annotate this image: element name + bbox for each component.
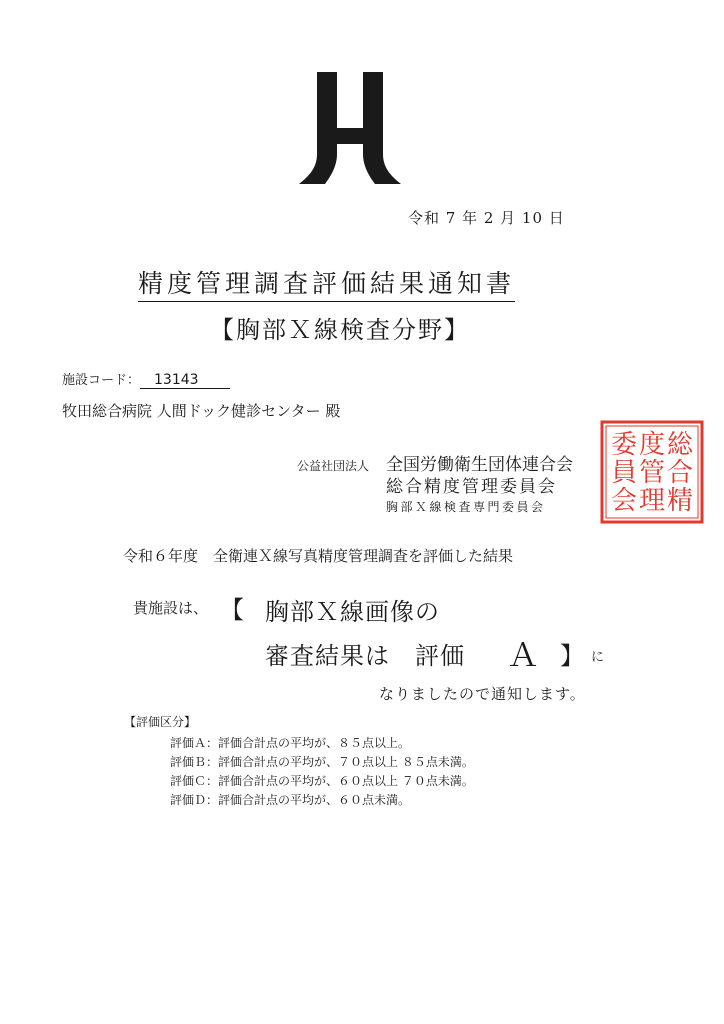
issuer-committee: 総合精度管理委員会 [386,477,557,497]
organization-logo [295,68,405,186]
seal-character: 精 [666,486,694,516]
seal-character: 管 [638,458,666,488]
seal-character: 会 [610,486,638,516]
result-bracket-open: 【 [220,596,244,624]
issue-date: 令和 7 年 2 月 10 日 [408,209,565,227]
issuer-subcommittee: 胸部Ｘ線検査専門委員会 [386,500,546,514]
facility-code-value: 13143 [140,372,230,389]
intro-statement: 令和６年度 全衛連Ｘ線写真精度管理調査を評価した結果 [123,547,514,565]
facility-code-label: 施設コード： [62,373,141,388]
result-line-1: 胸部Ｘ線画像の [265,598,440,626]
grade-legend [170,734,474,810]
seal-character: 委 [610,430,638,460]
legend-item: 評価Ｃ：評価合計点の平均が、６０点以上 ７０点未満。 [170,774,474,788]
legend-item: 評価Ｄ：評価合計点の平均が、６０点未満。 [170,793,411,807]
document-title: 精度管理調査評価結果通知書 [138,264,515,302]
result-line-2: 審査結果は 評価 [265,642,465,670]
result-suffix: に [591,650,605,665]
seal-character: 理 [638,486,666,516]
result-grade: Ａ [507,636,540,674]
legend-item: 評価Ａ：評価合計点の平均が、８５点以上。 [170,736,411,750]
official-seal [600,420,704,524]
legend-item: 評価Ｂ：評価合計点の平均が、７０点以上 ８５点未満。 [170,755,474,769]
result-lead: 貴施設は、 [133,599,209,617]
facility-name: 牧田総合病院 人間ドック健診センター 殿 [62,402,341,420]
seal-character: 度 [638,430,666,460]
issuer-organization: 全国労働衛生団体連合会 [386,455,573,475]
facility-code [62,369,230,389]
result-bracket-close: 】 [560,642,584,670]
legend-title: 【評価区分】 [124,715,197,729]
seal-character: 総 [666,430,694,460]
issuer-prefix: 公益社団法人 [297,459,370,473]
closing-statement: なりましたので通知します。 [379,685,586,703]
seal-character: 合 [666,458,694,488]
document-subtitle: 【胸部Ｘ線検査分野】 [210,316,470,344]
seal-character: 員 [610,458,638,488]
